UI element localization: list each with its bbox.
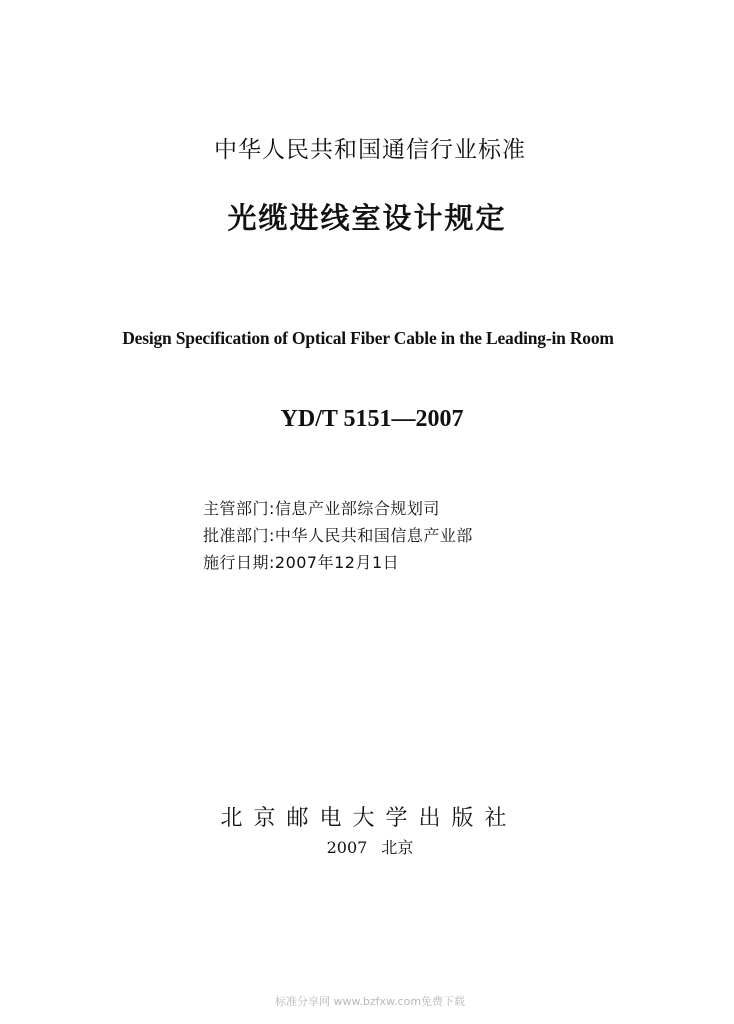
- document-title-en: Design Specification of Optical Fiber Cable in the Leading-in Room: [122, 328, 614, 348]
- publish-year: 2007: [326, 838, 368, 857]
- approval-department: 批准部门:中华人民共和国信息产业部: [203, 526, 473, 545]
- publication-info: [0, 835, 734, 858]
- standard-series: 中华人民共和国通信行业标准: [214, 137, 526, 163]
- effective-date: 施行日期:2007年12月1日: [203, 553, 400, 572]
- publish-city: 北京: [381, 838, 414, 857]
- standard-number: YD/T 5151—2007: [280, 406, 464, 432]
- document-title-cn: 光缆进线室设计规定: [227, 201, 507, 235]
- publisher: 北京邮电大学出版社: [220, 806, 518, 831]
- watermark: 标准分享网 www.bzfxw.com免费下载: [274, 995, 466, 1008]
- competent-department: 主管部门:信息产业部综合规划司: [203, 499, 440, 518]
